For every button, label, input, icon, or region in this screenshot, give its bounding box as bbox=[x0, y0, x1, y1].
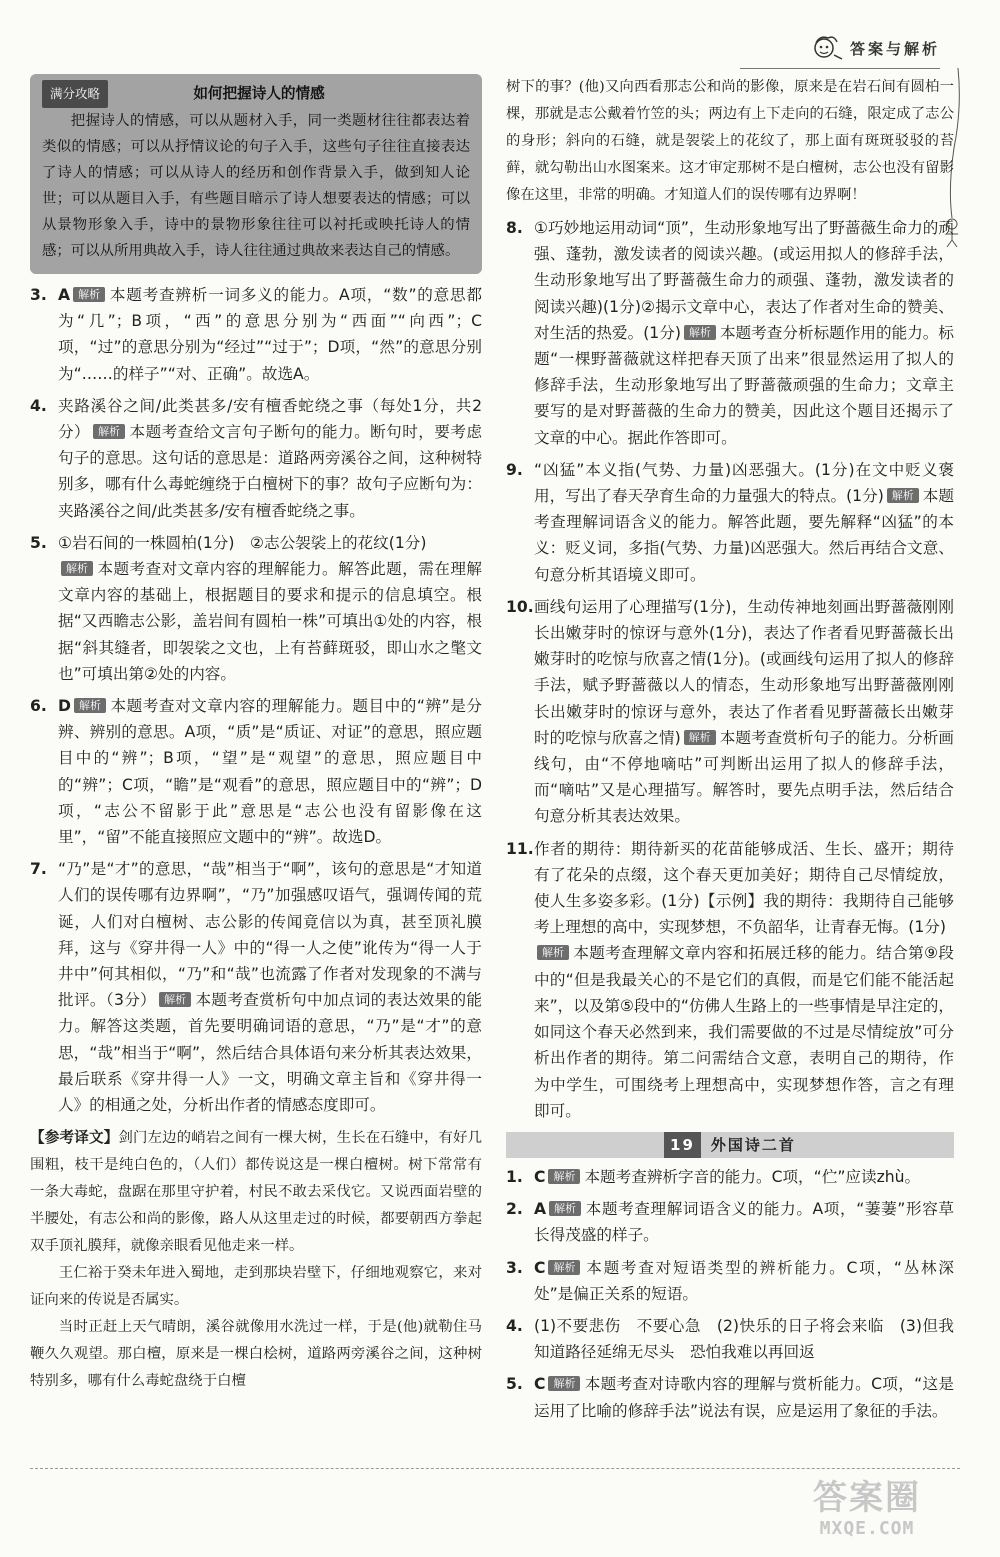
item-analysis: 本题考查赏析句中加点词的表达效果的能力。解答这类题，首先要明确词语的意思，“乃”是“才”的意思，“哉”相当于“啊”，然后结合具体语句来分析其表达效果，最后联系《穿井得一人》一文，明确文章主旨和《穿井得一人》的相通之处，分析出作者的情感态度即可。 bbox=[58, 991, 482, 1115]
item-analysis: 本题考查对诗歌内容的理解与赏析能力。C项，“这是运用了比喻的修辞手法”说法有误，应是运用了象征的手法。 bbox=[534, 1375, 954, 1420]
tip-title: 如何把握诗人的情感 bbox=[193, 85, 325, 102]
item-number: 2. bbox=[506, 1200, 523, 1219]
item-analysis: 本题考查对短语类型的辨析能力。C项，“丛林深处”是偏正关系的短语。 bbox=[534, 1258, 954, 1303]
analysis-badge: 解析 bbox=[887, 488, 919, 503]
item-answer: A bbox=[58, 286, 71, 304]
analysis-badge: 解析 bbox=[684, 325, 716, 340]
item-answer: ①巧妙地运用动词“顶”，生动形象地写出了野蔷薇生命力的顽强、蓬勃，激发读者的阅读兴趣。(或运用拟人的修辞手法，生动形象地写出了野蔷薇生命力的顽强、蓬勃，激发读者的阅读兴趣)(1分)②揭示文章中心，表达了作者对生命的赞美、对生活的热爱。(1分) bbox=[534, 219, 954, 342]
reference-paragraph: 王仁裕于癸未年进入蜀地，走到那块岩壁下，仔细地观察它，来对证向来的传说是否属实。 bbox=[30, 1265, 482, 1309]
item-number: 4. bbox=[506, 1316, 523, 1335]
analysis-badge: 解析 bbox=[684, 730, 716, 745]
watermark-seal: 答案圈 bbox=[813, 1478, 921, 1518]
analysis-badge: 解析 bbox=[73, 287, 105, 302]
answer-item bbox=[506, 1164, 954, 1190]
item-number: 11. bbox=[506, 839, 534, 858]
item-analysis: 本题考查对文章内容的理解能力。题目中的“辨”是分辨、辨别的意思。A项，“质”是“质证、对证”的意思，照应题目中的“辨”；B项，“望”是“观望”的意思，照应题目中的“辨”；C项，“瞻”是“观看”的意思，照应题目中的“辨”；D项，“志公不留影于此”意思是“志公也没有留影像在这里”，“留”不能直接照应文题中的“辨”。故选D。 bbox=[58, 697, 482, 847]
analysis-badge: 解析 bbox=[537, 945, 569, 960]
answer-item bbox=[30, 393, 482, 524]
item-answer: “乃”是“才”的意思，“哉”相当于“啊”，该句的意思是“才知道人们的误传哪有边界啊”，“乃”加强感叹语气，强调传闻的荒诞，人们对白檀树、志公影的传闻竟信以为真，甚至顶礼膜拜，这与《穿井得一人》中的“得一人之使”讹传为“得一人于井中”何其相似，“乃”和“哉”也流露了作者对发现象的不满与批评。（3分） bbox=[58, 860, 482, 1010]
reference-translation bbox=[30, 1124, 482, 1395]
analysis-badge: 解析 bbox=[159, 992, 191, 1007]
item-answer: (1)不要悲伤 不要心急 (2)快乐的日子将会来临 (3)但我知道路径延绵无尽头 恐怕我难以再回返 bbox=[534, 1316, 954, 1362]
answer-item bbox=[30, 856, 482, 1118]
item-number: 3. bbox=[30, 286, 47, 304]
analysis-badge: 解析 bbox=[548, 1169, 580, 1184]
footer-rule bbox=[30, 1468, 960, 1469]
item-analysis: 本题考查辨析一词多义的能力。A项，“数”的意思都为“几”；B项，“西”的意思分别为“西面”“向西”；C项，“过”的意思分别为“经过”“过于”；D项，“然”的意思分别为“……的样子”“对、正确”。故选A。 bbox=[58, 286, 482, 383]
answer-item bbox=[506, 594, 954, 830]
item-number: 5. bbox=[30, 533, 47, 552]
answer-item bbox=[506, 836, 954, 1124]
analysis-badge: 解析 bbox=[548, 1260, 580, 1275]
answer-item bbox=[506, 1255, 954, 1307]
item-answer: 作者的期待：期待新买的花苗能够成活、生长、盛开；期待有了花朵的点缀，这个春天更加美好；期待自己尽情绽放，使人生多姿多彩。(1分)【示例】我的期待：我期待自己能够考上理想的高中，实现梦想，不负韶华，让青春无悔。(1分) bbox=[534, 839, 954, 937]
item-number: 3. bbox=[506, 1258, 523, 1277]
item-answer: ①岩石间的一株圆柏(1分) ②志公袈裟上的花纹(1分) bbox=[58, 533, 427, 552]
item-number: 1. bbox=[506, 1167, 523, 1186]
item-answer: “凶猛”本义指(气势、力量)凶恶强大。(1分)在文中贬义褒用，写出了春天孕育生命的力量强大的特点。(1分) bbox=[534, 460, 954, 506]
header-title: 答案与解析 bbox=[849, 39, 940, 58]
reference-paragraph: 剑门左边的峭岩之间有一棵大树，生长在石缝中，有好几围粗，枝干是纯白色的，（人们）都传说这是一棵白檀树。树下常常有一条大毒蛇，盘踞在那里守护着，村民不敢去采伐它。又说西面岩壁的半腰处，有志公和尚的影像，路人从这里走过的时候，都要朝西方拳起双手顶礼膜拜，就像亲眼看见他走来一样。 bbox=[30, 1130, 482, 1255]
answer-item bbox=[506, 215, 954, 451]
tip-box bbox=[30, 74, 482, 274]
item-analysis: 本题考查赏析句子的能力。分析画线句，由“不停地嘀咕”可判断出运用了拟人的修辞手法，而“嘀咕”又是心理描写。解答时，要先点明手法，然后结合句意分析其表达效果。 bbox=[534, 728, 954, 826]
answer-item bbox=[30, 282, 482, 387]
analysis-badge: 解析 bbox=[549, 1201, 581, 1216]
item-number: 6. bbox=[30, 697, 47, 716]
answer-item bbox=[506, 457, 954, 588]
analysis-badge: 解析 bbox=[74, 698, 106, 713]
item-answer: 画线句运用了心理描写(1分)，生动传神地刻画出野蔷薇刚刚长出嫩芽时的惊讶与意外(1分)，表达了作者看见野蔷薇长出嫩芽时的吃惊与欣喜之情(1分)。(或画线句运用了拟人的修辞手法，赋予野蔷薇以人的情态，生动形象地写出野蔷薇刚刚长出嫩芽时的惊讶与意外，表达了作者看见野蔷薇长出嫩芽时的吃惊与欣喜之情) bbox=[534, 597, 954, 747]
item-answer: C bbox=[534, 1167, 546, 1186]
reference-continuation: 树下的事？(他)又向西看那志公和尚的影像，原来是在岩石间有圆柏一棵，那就是志公戴着竹笠的头；两边有上下走向的石缝，限定成了志公的身形；斜向的石缝，就是袈裟上的花纹了，那上面有斑斑驳驳的苔藓，就勾勒出山水图案来。这才审定那树不是白檀树，志公也没有留影像在这里，非常的明确。才知道人们的误传哪有边界啊！ bbox=[506, 79, 954, 203]
item-analysis: 本题考查理解词语含义的能力。解答此题，要先解释“凶猛”的本义：贬义词，多指(气势、力量)凶恶强大。然后再结合文意、句意分析其语境义即可。 bbox=[534, 487, 954, 584]
item-number: 5. bbox=[506, 1375, 523, 1394]
header-rule bbox=[740, 68, 940, 69]
item-number: 7. bbox=[30, 860, 47, 879]
cartoon-head-icon bbox=[810, 33, 844, 63]
section-number: 19 bbox=[664, 1132, 701, 1158]
item-analysis: 本题考查理解文章内容和拓展迁移的能力。结合第⑨段中的“但是我最关心的不是它们的真假，而是它们能不能活起来”，以及第⑤段中的“仿佛人生路上的一些事情是早注定的，如同这个春天必然到来，我们需要做的不过是尽情绽放”可分析出作者的期待。第二问需结合文意，表明自己的期待，作为中学生，可围绕考上理想高中，实现梦想作答，言之有理即可。 bbox=[534, 944, 954, 1120]
right-column bbox=[506, 74, 954, 1430]
answer-item bbox=[506, 1313, 954, 1365]
analysis-badge: 解析 bbox=[93, 424, 125, 439]
reference-paragraph: 当时正赶上天气晴朗，溪谷就像用水洗过一样，于是(他)就勒住马鞭久久观望。那白檀，原来是一棵白桧树，道路两旁溪谷之间，这种树特别多，哪有什么毒蛇盘绕于白檀 bbox=[30, 1319, 482, 1390]
item-answer: A bbox=[534, 1200, 547, 1219]
watermark-url: MXQE.COM bbox=[819, 1518, 915, 1539]
reference-tag: 【参考译文】 bbox=[30, 1129, 119, 1147]
item-number: 8. bbox=[506, 219, 523, 237]
section-banner bbox=[506, 1132, 954, 1158]
page-header bbox=[750, 28, 940, 68]
item-number: 10. bbox=[506, 597, 534, 616]
item-analysis: 本题考查辨析字音的能力。C项，“伫”应读zhù。 bbox=[584, 1167, 921, 1186]
tip-body: 把握诗人的情感，可以从题材入手，同一类题材往往都表达着类似的情感；可以从抒情议论的句子入手，这些句子往往直接表达了诗人的情感；可以从诗人的经历和创作背景入手，做到知人论世；可以从题目入手，有些题目暗示了诗人想要表达的情感；可以从景物形象入手，诗中的景物形象往往可以衬托或映托诗人的情感；可以从所用典故入手，诗人往往通过典故来表达自己的情感。 bbox=[42, 113, 470, 259]
analysis-badge: 解析 bbox=[548, 1376, 580, 1391]
watermark bbox=[792, 1478, 942, 1539]
answer-item bbox=[30, 693, 482, 850]
answer-item bbox=[506, 1371, 954, 1423]
item-analysis: 本题考查对文章内容的理解能力。解答此题，需在理解文章内容的基础上，根据题目的要求和提示的信息填空。根据“又西瞻志公影，盖岩间有圆柏一株”可填出①处的内容，根据“斜其缝者，即袈裟之文也，上有苔藓斑驳，即山水之氅文也”可填出第②处的内容。 bbox=[58, 560, 482, 683]
item-number: 4. bbox=[30, 396, 47, 415]
item-analysis: 本题考查分析标题作用的能力。标题“一棵野蔷薇就这样把春天顶了出来”很显然运用了拟人的修辞手法，生动形象地写出了野蔷薇顽强的生命力；文章主要写的是对野蔷薇的生命力的赞美，因此这个题目还揭示了文章的中心。据此作答即可。 bbox=[534, 323, 954, 447]
item-answer: D bbox=[58, 697, 71, 716]
item-answer: 夹路溪谷之间/此类甚多/安有檀香蛇绕之事（每处1分，共2分） bbox=[58, 396, 482, 442]
item-answer: C bbox=[534, 1375, 546, 1394]
left-column bbox=[30, 74, 482, 1395]
item-number: 9. bbox=[506, 460, 523, 479]
answer-item bbox=[506, 1196, 954, 1248]
item-analysis: 本题考查理解词语含义的能力。A项，“萋萋”形容草长得茂盛的样子。 bbox=[534, 1200, 954, 1245]
answer-item bbox=[30, 530, 482, 687]
tip-tag: 满分攻略 bbox=[42, 80, 108, 108]
item-answer: C bbox=[534, 1258, 546, 1277]
item-analysis: 本题考查给文言句子断句的能力。断句时，要考虑句子的意思。这句话的意思是：道路两旁溪谷之间，这种树特别多，哪有什么毒蛇缠绕于白檀树下的事？故句子应断句为：夹路溪谷之间/此类甚多/安有檀香蛇绕之事。 bbox=[58, 423, 482, 520]
analysis-badge: 解析 bbox=[61, 561, 93, 576]
section-title: 外国诗二首 bbox=[710, 1135, 796, 1154]
